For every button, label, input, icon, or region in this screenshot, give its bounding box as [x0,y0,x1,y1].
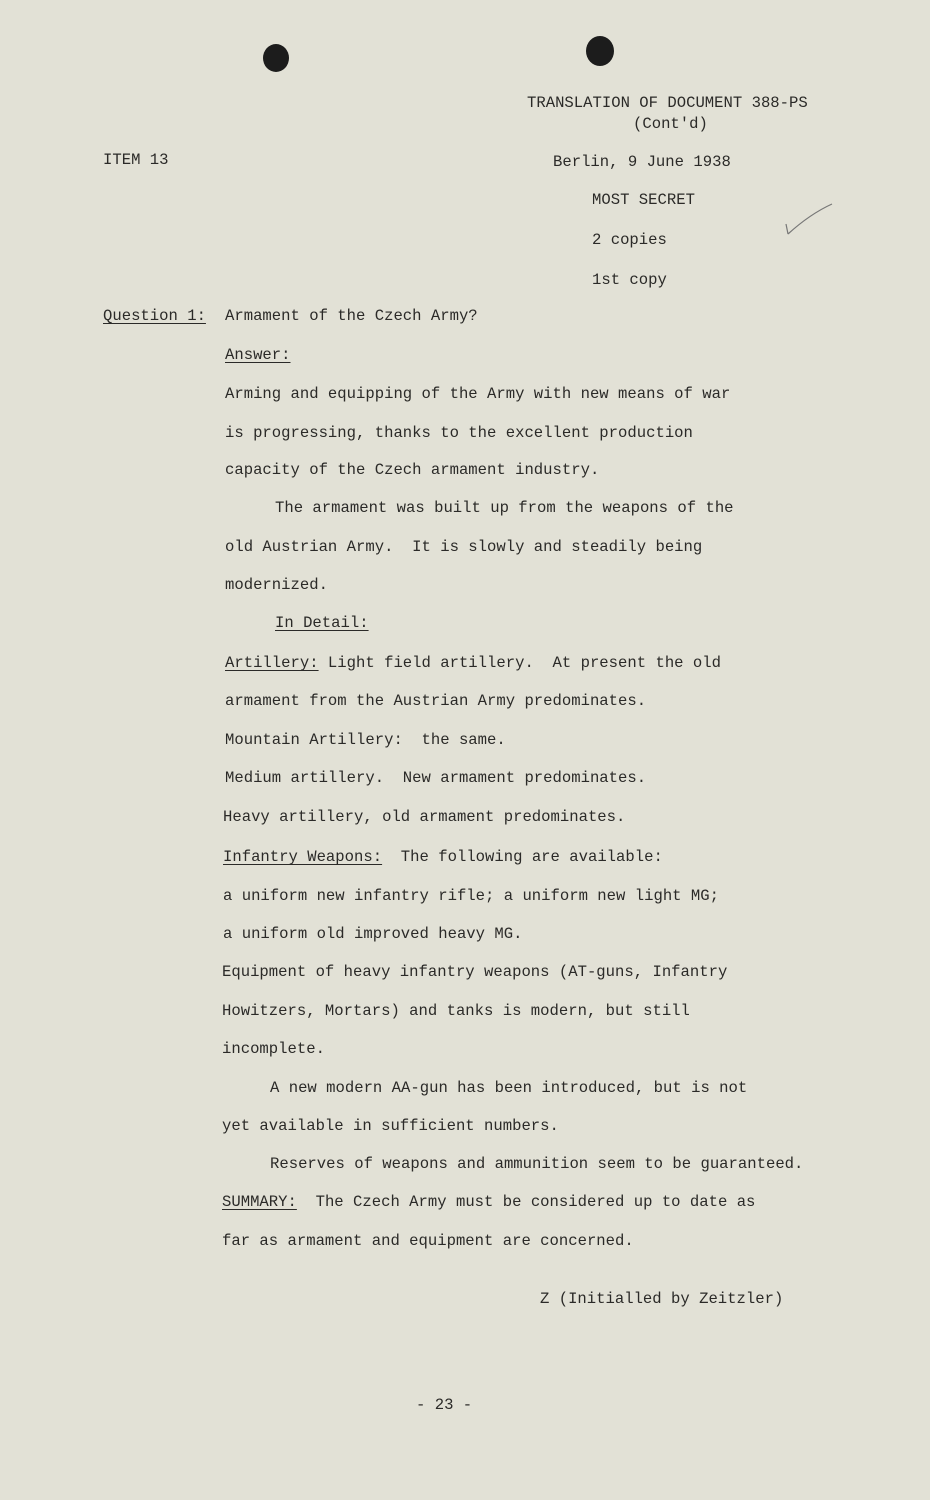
question-label: Question 1: [103,307,206,325]
place-date: Berlin, 9 June 1938 [553,153,731,171]
infantry-line [223,847,663,867]
body-line: yet available in sufficient numbers. [222,1117,559,1135]
artillery-text: Light field artillery. At present the old [318,654,721,672]
body-line: a uniform new infantry rifle; a uniform new light MG; [223,887,719,905]
document-subtitle: (Cont'd) [633,115,708,133]
body-line: Medium artillery. New armament predominates. [225,769,647,787]
page-number: - 23 - [416,1396,473,1414]
answer-label: Answer: [225,346,291,364]
body-line: Heavy artillery, old armament predominates. [223,808,626,826]
body-line: is progressing, thanks to the excellent production [225,424,693,442]
body-line: The armament was built up from the weapons of the [275,499,734,517]
body-line: armament from the Austrian Army predominates. [225,692,647,710]
body-line: Howitzers, Mortars) and tanks is modern, but still [222,1002,690,1020]
body-line: far as armament and equipment are concerned. [222,1232,634,1250]
body-line: Reserves of weapons and ammunition seem to be guaranteed. [270,1155,804,1173]
body-line: incomplete. [222,1040,325,1058]
body-line: Arming and equipping of the Army with new means of war [225,385,731,403]
copy-number: 1st copy [592,271,667,289]
summary-label: SUMMARY: [222,1193,297,1211]
body-line: A new modern AA-gun has been introduced, but is not [270,1079,748,1097]
body-line: Mountain Artillery: the same. [225,731,506,749]
question-text: Armament of the Czech Army? [225,307,478,325]
punch-hole [586,36,614,66]
infantry-text: The following are available: [382,848,663,866]
body-line: a uniform old improved heavy MG. [223,925,523,943]
document-title: TRANSLATION OF DOCUMENT 388-PS [527,94,808,112]
summary-line [222,1192,755,1212]
infantry-label: Infantry Weapons: [223,848,383,866]
signature: Z (Initialled by Zeitzler) [540,1290,784,1308]
item-number: ITEM 13 [103,151,169,169]
punch-hole [263,44,289,72]
body-line: capacity of the Czech armament industry. [225,461,600,479]
in-detail-heading: In Detail: [275,614,369,632]
classification: MOST SECRET [592,191,695,209]
checkmark-icon [780,200,840,240]
body-line: old Austrian Army. It is slowly and steadily being [225,538,703,556]
artillery-line [225,653,721,673]
artillery-label: Artillery: [225,654,319,672]
body-line: modernized. [225,576,328,594]
copies: 2 copies [592,231,667,249]
summary-text: The Czech Army must be considered up to date as [296,1193,756,1211]
body-line: Equipment of heavy infantry weapons (AT-guns, Infantry [222,963,728,981]
